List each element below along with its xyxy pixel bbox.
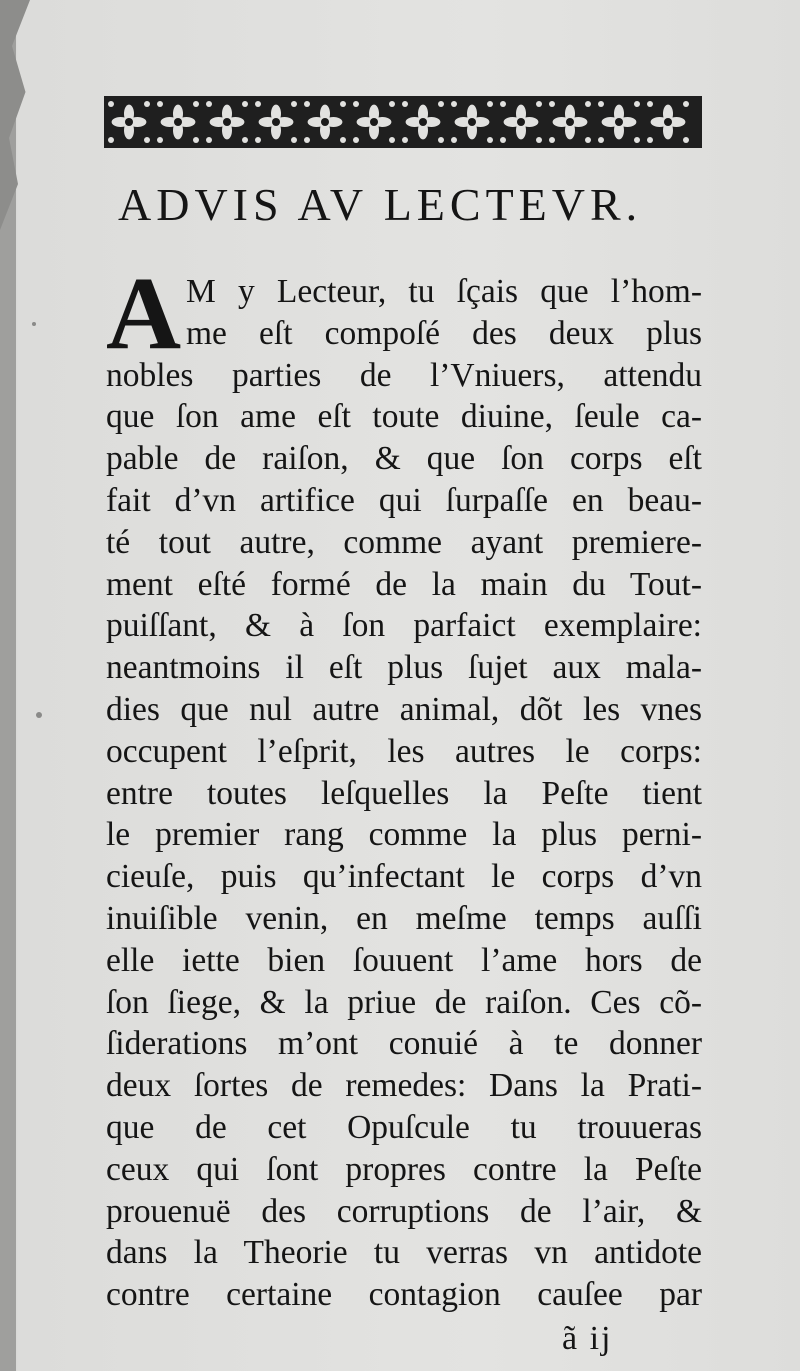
body-line: dans la Theorie tu verras vn antidote xyxy=(106,1234,702,1272)
body-line: deux ſortes de remedes: Dans la Prati- xyxy=(106,1067,702,1105)
body-line: contre certaine contagion cauſee par xyxy=(106,1276,702,1314)
body-line: fait d’vn artifice qui ſurpaſſe en beau- xyxy=(106,482,702,519)
paper-speck xyxy=(32,322,36,326)
body-line: entre toutes leſquelles la Peſte tient xyxy=(106,774,702,812)
body-line: que ſon ame eſt toute diuine, ſeule ca- xyxy=(106,398,702,436)
fleuron-band-icon xyxy=(104,92,702,152)
body-line: inuiſible venin, en meſme temps auſſi xyxy=(106,900,702,937)
body-line: ceux qui ſont propres contre la Peſte xyxy=(106,1150,702,1188)
paper-speck xyxy=(36,712,42,718)
body-line: prouenuë des corruptions de l’air, & xyxy=(106,1192,702,1230)
body-line: té tout autre, comme ayant premiere- xyxy=(106,523,702,561)
body-line: neantmoins il eſt plus ſujet aux mala- xyxy=(106,649,702,687)
body-line: nobles parties de l’Vniuers, attendu xyxy=(106,356,702,394)
body-line: dies que nul autre animal, dõt les vnes xyxy=(106,691,702,728)
body-line: me eſt compoſé des deux plus xyxy=(186,314,702,352)
body-line: M y Lecteur, tu ſçais que l’hom- xyxy=(186,273,702,310)
body-line: pable de raiſon, & que ſon corps eſt xyxy=(106,440,702,478)
body-line: ment eſté formé de la main du Tout- xyxy=(106,565,702,603)
signature-mark: ã ij xyxy=(562,1320,613,1357)
page-heading: ADVIS AV LECTEVR. xyxy=(118,179,643,230)
body-line: ſon ſiege, & la priue de raiſon. Ces cõ- xyxy=(106,983,702,1021)
body-line: ſiderations m’ont conuié à te donner xyxy=(106,1025,702,1063)
body-line: occupent l’eſprit, les autres le corps: xyxy=(106,732,702,770)
body-line: cieuſe, puis qu’infectant le corps d’vn xyxy=(106,858,702,896)
body-line: elle iette bien ſouuent l’ame hors de xyxy=(106,941,702,979)
body-line: puiſſant, & à ſon parfaict exemplaire: xyxy=(106,607,702,645)
drop-cap-initial: A xyxy=(106,256,182,371)
body-line: que de cet Opuſcule tu trouueras xyxy=(106,1109,702,1146)
body-line: le premier rang comme la plus perni- xyxy=(106,816,702,854)
